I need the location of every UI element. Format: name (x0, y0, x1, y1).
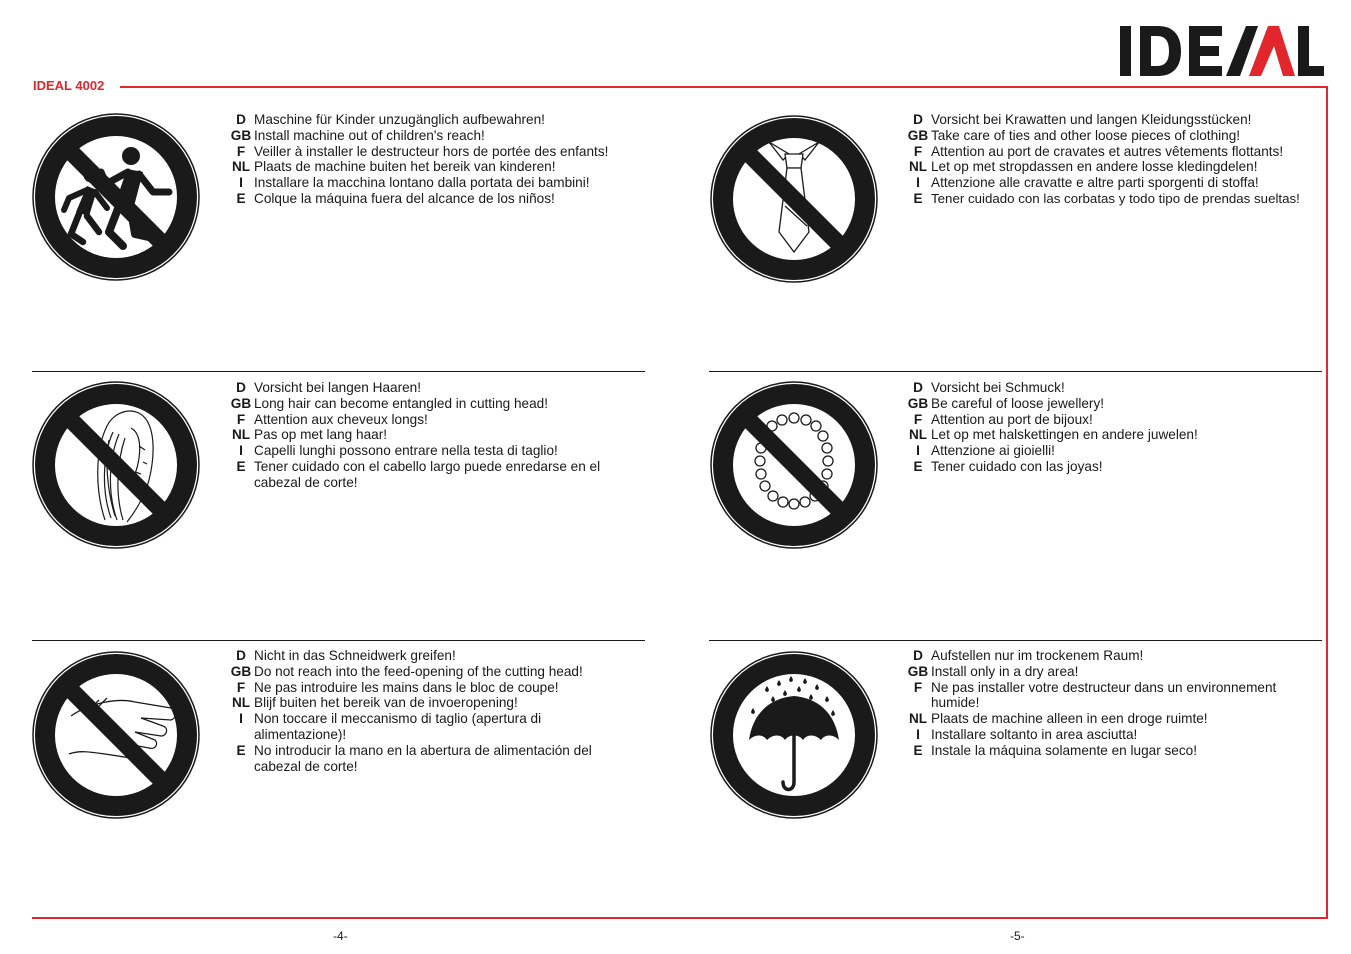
header-rule (120, 86, 1328, 88)
warning-line: Do not reach into the feed-opening of the cutting head! (254, 663, 583, 679)
language-code: NL (908, 711, 928, 727)
language-code: F (236, 143, 246, 159)
page-number-left: -4- (333, 929, 348, 943)
language-code: D (913, 380, 923, 395)
language-code: I (239, 711, 243, 727)
language-code: GB (230, 663, 252, 679)
language-code: GB (907, 663, 929, 679)
warning-line: Attention aux cheveux longs! (254, 411, 428, 427)
language-code: NL (908, 427, 928, 443)
warning-line: Tener cuidado con las corbatas y todo tipo de prendas sueltas! (931, 190, 1300, 206)
language-code: F (236, 679, 246, 695)
language-code: D (236, 380, 246, 395)
no-tie-icon (709, 114, 879, 284)
warning-line: Plaats de machine buiten het bereik van kinderen! (254, 159, 556, 175)
language-code: GB (230, 395, 252, 411)
language-code: E (913, 458, 923, 474)
warning-text-block (905, 380, 1198, 475)
warning-line: Maschine für Kinder unzugänglich aufbewahren! (254, 112, 545, 127)
warning-text-block (905, 112, 1300, 207)
language-code (228, 759, 254, 775)
language-code: NL (231, 427, 251, 443)
warning-line: Attenzione ai gioielli! (931, 443, 1055, 459)
warning-line: humide! (931, 695, 980, 711)
language-code (228, 727, 254, 743)
warning-line: Vorsicht bei Krawatten und langen Kleidungsstücken! (931, 112, 1252, 127)
warning-line: Tener cuidado con las joyas! (931, 458, 1103, 474)
page-number-right: -5- (1010, 929, 1025, 943)
no-jewellery-icon (709, 380, 879, 550)
warning-line: Vorsicht bei langen Haaren! (254, 380, 422, 395)
section-divider (32, 640, 645, 641)
warning-text-block (228, 380, 600, 491)
warning-line: Take care of ties and other loose pieces of clothing! (931, 127, 1241, 143)
language-code (228, 475, 254, 491)
language-code: E (236, 190, 246, 206)
language-code: E (913, 190, 923, 206)
footer-rule (32, 917, 1328, 919)
language-code: F (913, 679, 923, 695)
warning-line: Long hair can become entangled in cutting head! (254, 395, 548, 411)
language-code: E (236, 458, 246, 474)
language-code: F (913, 411, 923, 427)
warning-line: Ne pas introduire les mains dans le bloc de coupe! (254, 679, 559, 695)
language-code: I (239, 443, 243, 459)
warning-line: Be careful of loose jewellery! (931, 395, 1105, 411)
warning-text-block (228, 112, 608, 207)
language-code: GB (230, 127, 252, 143)
section-divider (709, 640, 1322, 641)
language-code: D (913, 648, 923, 663)
warning-line: Install machine out of children's reach! (254, 127, 485, 143)
language-code: I (916, 443, 920, 459)
warning-line: Attention au port de cravates et autres vêtements flottants! (931, 143, 1284, 159)
warning-line: Colque la máquina fuera del alcance de los niños! (254, 190, 555, 206)
no-long-hair-icon (31, 380, 201, 550)
umbrella-icon (709, 650, 879, 820)
language-code: I (239, 175, 243, 191)
warning-line: Nicht in das Schneidwerk greifen! (254, 648, 456, 663)
warning-line: Attention au port de bijoux! (931, 411, 1093, 427)
warning-line: Attenzione alle cravatte e altre parti sporgenti di stoffa! (931, 175, 1259, 191)
warning-line: alimentazione)! (254, 726, 347, 742)
language-code: I (916, 726, 920, 742)
warning-line: Tener cuidado con el cabello largo puede enredarse en el (254, 458, 601, 474)
warning-text-block (905, 648, 1276, 759)
warning-line: cabezal de corte! (254, 474, 358, 490)
warning-line: Ne pas installer votre destructeur dans un environnement (931, 679, 1277, 695)
warning-line: Installare la macchina lontano dalla portata dei bambini! (254, 175, 590, 191)
language-code: GB (907, 395, 929, 411)
right-border (1326, 86, 1328, 919)
section-divider (32, 371, 645, 372)
language-code (905, 695, 931, 711)
no-hand-icon (31, 650, 201, 820)
warning-line: Capelli lunghi possono entrare nella testa di taglio! (254, 443, 558, 459)
language-code: I (916, 175, 920, 191)
warning-line: Installare soltanto in area asciutta! (931, 726, 1138, 742)
warning-line: Let op met halskettingen en andere juwelen! (931, 427, 1198, 443)
warning-line: Plaats de machine alleen in een droge ruimte! (931, 711, 1208, 727)
language-code: E (913, 742, 923, 758)
warning-line: Aufstellen nur im trockenem Raum! (931, 648, 1144, 663)
ideal-logo (1118, 24, 1324, 83)
language-code: E (236, 742, 246, 758)
language-code: D (236, 648, 246, 663)
warning-line: No introducir la mano en la abertura de alimentación del (254, 742, 592, 758)
warning-line: Instale la máquina solamente en lugar seco! (931, 742, 1197, 758)
language-code: F (913, 143, 923, 159)
warning-line: Install only in a dry area! (931, 663, 1079, 679)
language-code: NL (231, 695, 251, 711)
warning-line: Non toccare il meccanismo di taglio (apertura di (254, 711, 542, 727)
warning-text-block (228, 648, 592, 774)
language-code: D (236, 112, 246, 127)
section-divider (709, 371, 1322, 372)
no-children-icon (31, 112, 201, 282)
warning-line: Vorsicht bei Schmuck! (931, 380, 1065, 395)
language-code: NL (908, 159, 928, 175)
warning-line: Blijf buiten het bereik van de invoeropening! (254, 695, 518, 711)
page-header-title: IDEAL 4002 (33, 78, 105, 93)
language-code: D (913, 112, 923, 127)
warning-line: Let op met stropdassen en andere losse kledingdelen! (931, 159, 1258, 175)
language-code: NL (231, 159, 251, 175)
language-code: GB (907, 127, 929, 143)
warning-line: cabezal de corte! (254, 758, 358, 774)
warning-line: Pas op met lang haar! (254, 427, 387, 443)
language-code: F (236, 411, 246, 427)
warning-line: Veiller à installer le destructeur hors de portée des enfants! (254, 143, 609, 159)
